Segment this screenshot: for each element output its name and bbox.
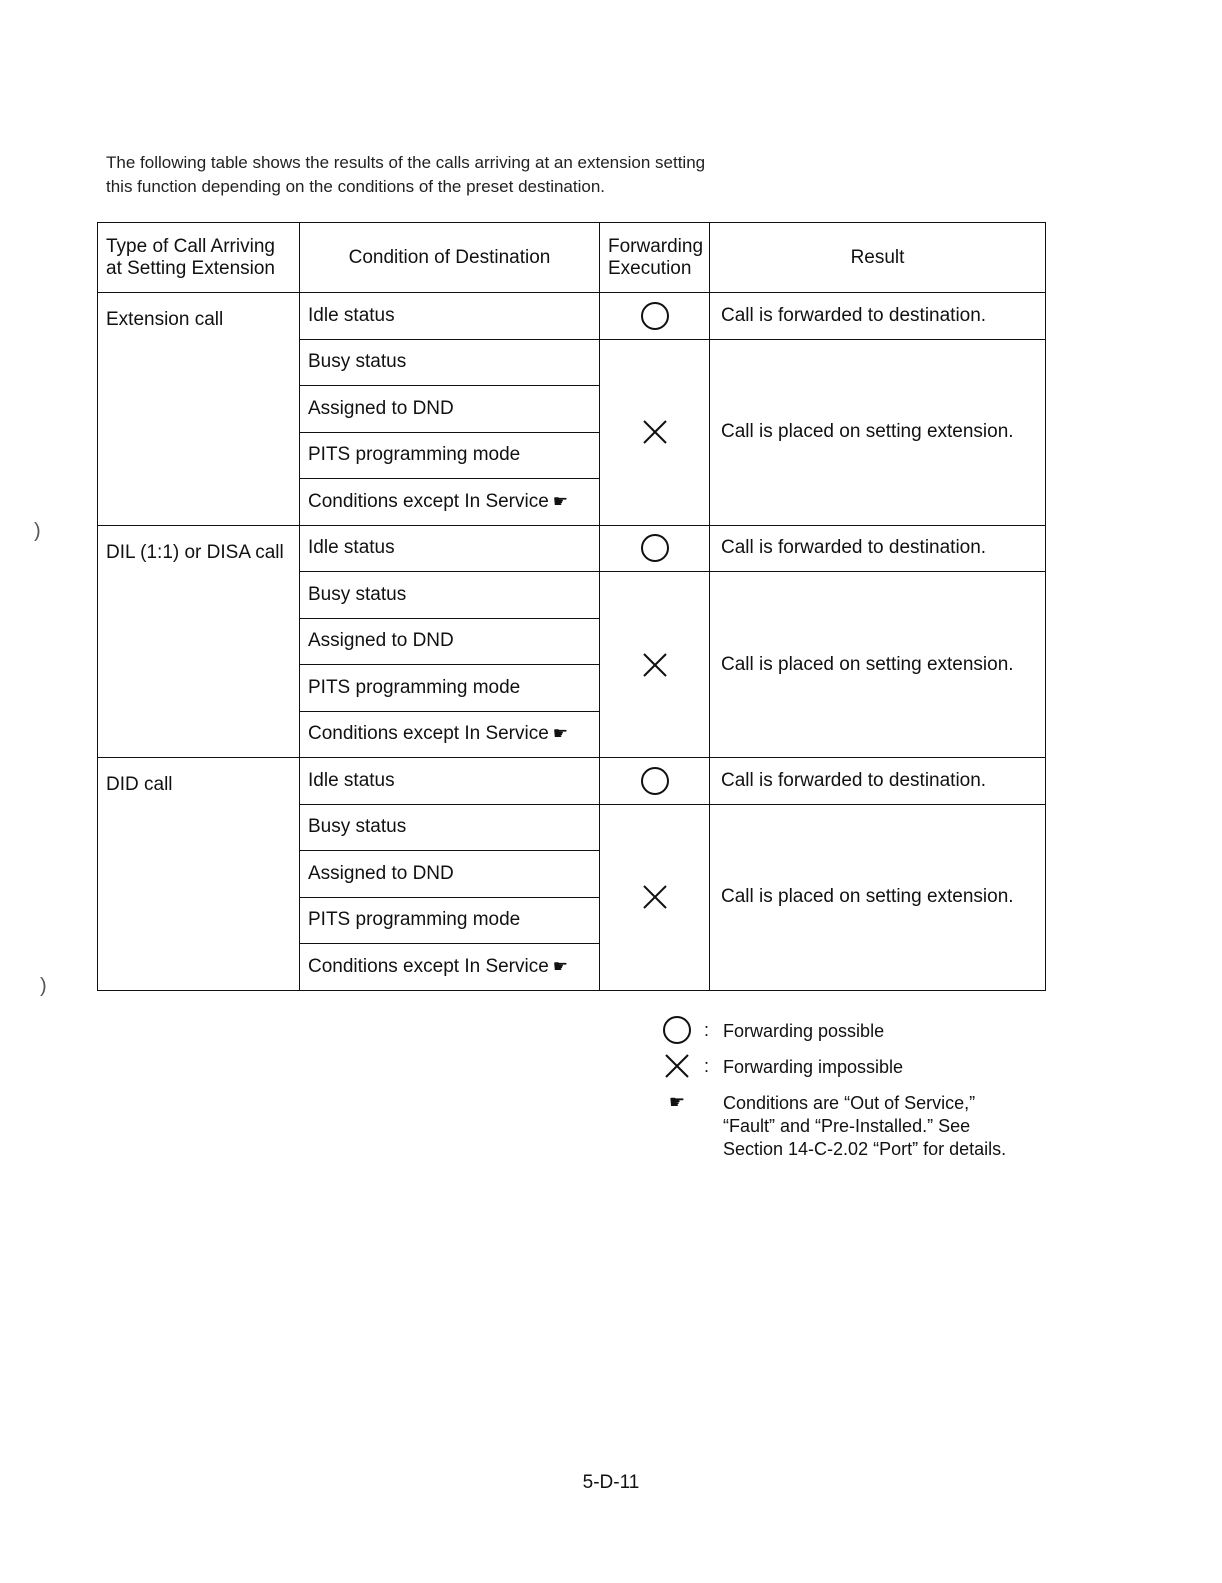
table-header-row <box>98 223 1046 293</box>
header-type-line-2: at Setting Extension <box>106 257 275 279</box>
condition-cell: Idle status <box>300 758 600 805</box>
result-cell: Call is forwarded to destination. <box>710 758 1046 805</box>
cross-icon <box>663 1052 691 1080</box>
condition-cell: PITS programming mode <box>300 665 600 712</box>
result-cell: Call is forwarded to destination. <box>710 525 1046 572</box>
forwarding-impossible-cell <box>600 804 710 990</box>
legend <box>662 1016 1062 1168</box>
legend-colon: : <box>704 1020 710 1040</box>
table-row <box>98 525 1046 572</box>
forwarding-impossible-cell <box>600 572 710 758</box>
circle-icon <box>641 534 669 562</box>
condition-cell <box>300 944 600 991</box>
condition-text: Conditions except In Service <box>308 955 549 977</box>
condition-cell: PITS programming mode <box>300 897 600 944</box>
table-row <box>98 758 1046 805</box>
pointing-hand-icon: ☛ <box>668 1092 686 1112</box>
call-type-cell: DID call <box>98 758 300 991</box>
pointing-hand-icon: ☛ <box>552 724 569 744</box>
condition-cell: Busy status <box>300 339 600 386</box>
intro-paragraph <box>106 151 866 199</box>
cross-icon <box>641 883 669 911</box>
table-row <box>98 293 1046 340</box>
pointing-hand-icon: ☛ <box>552 956 569 976</box>
legend-impossible-label: Forwarding impossible <box>723 1057 904 1077</box>
header-fwd-line-1: Forwarding <box>608 235 704 257</box>
intro-line-1: The following table shows the results of the calls arriving at an extension setting <box>106 153 706 172</box>
header-result: Result <box>710 223 1046 293</box>
result-cell: Call is forwarded to destination. <box>710 293 1046 340</box>
condition-cell <box>300 711 600 758</box>
legend-circle-symbol <box>662 1016 692 1044</box>
legend-cross-symbol <box>662 1052 692 1085</box>
legend-note-text <box>723 1092 1006 1161</box>
legend-note-line-3: Section 14-C-2.02 “Port” for details. <box>723 1139 1007 1159</box>
forwarding-possible-cell <box>600 758 710 805</box>
condition-cell: Idle status <box>300 525 600 572</box>
cross-icon <box>641 418 669 446</box>
call-type-cell: DIL (1:1) or DISA call <box>98 525 300 758</box>
condition-cell: Assigned to DND <box>300 386 600 433</box>
condition-cell: PITS programming mode <box>300 432 600 479</box>
legend-note-line-2: “Fault” and “Pre-Installed.” See <box>723 1116 971 1136</box>
margin-mark: ) <box>40 975 47 997</box>
margin-mark: ) <box>34 520 41 542</box>
intro-line-2: this function depending on the conditions of the preset destination. <box>106 177 606 196</box>
header-condition: Condition of Destination <box>300 223 600 293</box>
forwarding-possible-cell <box>600 525 710 572</box>
legend-item-possible <box>662 1016 1062 1052</box>
legend-note-line-1: Conditions are “Out of Service,” <box>723 1093 976 1113</box>
condition-text: Conditions except In Service <box>308 723 549 745</box>
cross-icon <box>641 651 669 679</box>
header-type-line-1: Type of Call Arriving <box>106 235 275 257</box>
circle-icon <box>641 767 669 795</box>
forwarding-results-table <box>97 222 1046 991</box>
condition-cell <box>300 479 600 526</box>
circle-icon <box>663 1016 691 1044</box>
condition-cell: Assigned to DND <box>300 618 600 665</box>
circle-icon <box>641 302 669 330</box>
page-number: 5-D-11 <box>582 1472 640 1493</box>
condition-cell: Idle status <box>300 293 600 340</box>
header-forwarding-execution <box>600 223 710 293</box>
condition-cell: Assigned to DND <box>300 851 600 898</box>
condition-cell: Busy status <box>300 572 600 619</box>
forwarding-impossible-cell <box>600 339 710 525</box>
header-fwd-line-2: Execution <box>608 257 692 279</box>
legend-colon: : <box>704 1056 710 1076</box>
legend-possible-label: Forwarding possible <box>723 1021 885 1041</box>
forwarding-possible-cell <box>600 293 710 340</box>
result-cell: Call is placed on setting extension. <box>710 804 1046 990</box>
result-cell: Call is placed on setting extension. <box>710 339 1046 525</box>
pointing-hand-icon: ☛ <box>552 491 569 511</box>
header-type-of-call <box>98 223 300 293</box>
result-cell: Call is placed on setting extension. <box>710 572 1046 758</box>
legend-item-impossible <box>662 1052 1062 1088</box>
legend-item-note <box>662 1088 1062 1168</box>
condition-cell: Busy status <box>300 804 600 851</box>
condition-text: Conditions except In Service <box>308 490 549 512</box>
call-type-cell: Extension call <box>98 293 300 526</box>
